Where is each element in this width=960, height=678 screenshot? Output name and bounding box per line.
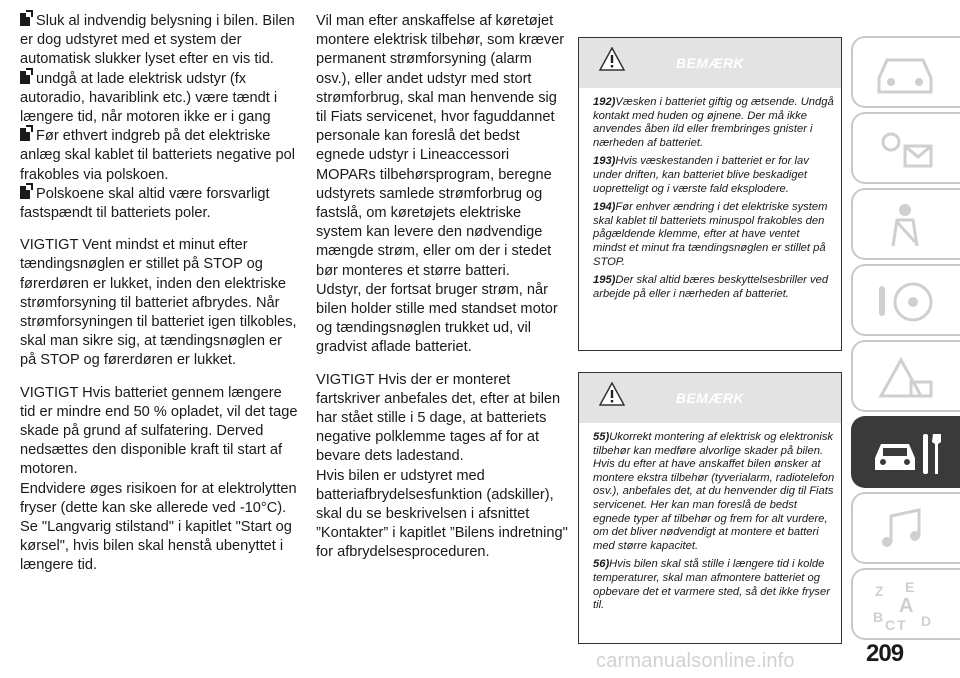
text-column-left <box>20 12 298 576</box>
tab-dashboard[interactable] <box>851 36 960 108</box>
paragraph: VIGTIGT Hvis der er monteret fartskriver anbefales det, efter at bilen har stået stille i 5 dage, at batteriets negative polklemme tages af for at bevare dets ladestand. <box>316 371 561 465</box>
tab-warning-lights[interactable] <box>851 112 960 184</box>
multimedia-icon <box>871 504 941 554</box>
tab-emergency[interactable] <box>851 340 960 412</box>
tab-multimedia[interactable] <box>851 492 960 564</box>
note-item: 56)Hvis bilen skal stå stille i længere tid i kolde temperaturer, skal man afmontere batteriet og opbevare det et varmere sted, så det ikke fryser til. <box>593 558 830 612</box>
paragraph: Vil man efter anskaffelse af køretøjet montere elektrisk tilbehør, som kræver permanent strømforsyning (alarm osv.), eller andet udstyr med stort strømforbrug, skal man henvende sig til Fiats servicenet, hvor faguddannet personale kan foreslå det bedst egnede udstyr i Lineaccessori MOPARs tilbehørsprogram, beregne udstyrets samlede strømforbrug og fastslå, om køretøjets elektriske system kan levere den nødvendige mængde strøm, eller om der i stedet bør monteres et større batteri. <box>316 13 565 279</box>
note-body <box>579 88 841 316</box>
index-letter: D <box>921 613 932 629</box>
note-item: 192)Væsken i batteriet giftig og ætsende. Undgå kontakt med huden og øjnene. Der må ikke anvendes åben ild eller frembringes gnister i nærheden af batteriet. <box>593 96 834 149</box>
index-letter: A <box>899 595 914 617</box>
paragraph: Hvis bilen er udstyret med batteriafbrydelsesfunktion (adskiller), skal du se beskrivelsen i afsnittet ”Kontakter” i kapitlet ”Bilens indretning" for afbrydelsesproceduren. <box>316 467 568 561</box>
paragraph: VIGTIGT Vent mindst et minut efter tændingsnøglen er stillet på STOP og førerdøren er lukket, inden den elektriske strømforsyning til batteriet afbrydes. Når strømforsyningen til batteriet igen tilkobles, skal man sikre sig, at tændingsnøglen er på STOP og førerdøren er lukket. <box>20 237 297 369</box>
note-header <box>579 38 841 88</box>
paragraph: Udstyr, der fortsat bruger strøm, når bilen holder stille med standset motor og tændingsnøglen trukket ud, vil gradvist aflade batteriet. <box>316 281 558 356</box>
square-bullet-icon <box>20 13 30 26</box>
bullet-item: undgå at lade elektrisk udstyr (fx autoradio, havariblink etc.) være tændt i længere tid, når motoren ikke er i gang <box>20 70 278 126</box>
note-header <box>579 373 841 423</box>
tab-safety[interactable] <box>851 188 960 260</box>
warning-triangle-icon <box>599 382 625 406</box>
index-letter: E <box>905 580 915 595</box>
warning-lights-icon <box>871 124 941 174</box>
steering-wheel-icon <box>871 276 941 326</box>
paragraph: Se "Langvarig stilstand" i kapitlet "Start og kørsel", hvis bilen skal henstå ubenyttet i længere tid. <box>20 519 292 574</box>
tab-maintenance-active[interactable] <box>851 416 960 488</box>
square-bullet-icon <box>20 128 30 141</box>
tab-driving[interactable] <box>851 264 960 336</box>
bullet-item: Sluk al indvendig belysning i bilen. Bilen er dog udstyret med et system der automatisk slukker lyset efter en vis tid. <box>20 13 295 68</box>
bullet-item: Før ethvert indgreb på det elektriske anlæg skal kablet til batteriets negative pol frakobles via polskoen. <box>20 128 296 183</box>
alphabet-index-icon <box>871 580 951 632</box>
note-body <box>579 423 841 628</box>
square-bullet-icon <box>20 186 30 199</box>
bullet-item: Polskoene skal altid være forsvarligt fastspændt til batteriets poler. <box>20 185 270 222</box>
paragraph: Endvidere øges risikoen for at elektrolytten fryser (dette kan ske allerede ved -10°C). <box>20 480 297 516</box>
car-dashboard-icon <box>871 48 941 98</box>
note-title: BEMÆRK <box>675 55 745 71</box>
note-item: 195)Der skal altid bæres beskyttelsesbriller ved arbejde på eller i nærheden af batteriet. <box>593 274 829 300</box>
tab-index[interactable] <box>851 568 960 640</box>
car-tools-icon <box>871 428 946 480</box>
index-letter: B <box>873 609 884 625</box>
note-item: 194)Før enhver ændring i det elektriske system skal kablet til batteriets minuspol frakobles den pågældende klemme, efter at have ventet mindst et minut fra tændingsnøglen er stillet på STOP. <box>593 201 828 268</box>
warning-note-box <box>578 37 842 351</box>
square-bullet-icon <box>20 71 30 84</box>
watermark: carmanualsonline.info <box>596 650 795 672</box>
page-number: 209 <box>866 640 904 667</box>
note-item: 193)Hvis væskestanden i batteriet er for lav under driften, kan batteriet blive beskadiget uopretteligt og i værste fald eksplodere. <box>593 155 809 195</box>
note-title: BEMÆRK <box>675 390 745 406</box>
index-letter: Z <box>875 583 884 599</box>
index-letter: T <box>897 617 906 632</box>
text-column-middle <box>316 12 568 563</box>
caution-note-box <box>578 372 842 644</box>
paragraph: VIGTIGT Hvis batteriet gennem længere tid er mindre end 50 % opladet, vil det tage skade på grund af sulfatering. Derved nedsættes den disponible kraft til start af motoren. <box>20 384 298 478</box>
note-item: 55)Ukorrekt montering af elektrisk og elektronisk tilbehør kan medføre alvorlige skader på bilen. Hvis du efter at have anskaffet bilen ønsker at montere ekstra tilbehør (tyverialarm, radiotelefon osv.), anbefales det, at du henvender dig til Fiats servicenet. Her kan man foreslå de bedst egnede typer af tilbehør og frem for alt vurdere, om det bliver nødvendigt at montere et batteri med større kapacitet. <box>593 431 835 552</box>
breakdown-icon <box>871 352 941 402</box>
seat-belt-icon <box>871 200 941 250</box>
warning-triangle-icon <box>599 47 625 71</box>
index-letter: C <box>885 617 896 632</box>
